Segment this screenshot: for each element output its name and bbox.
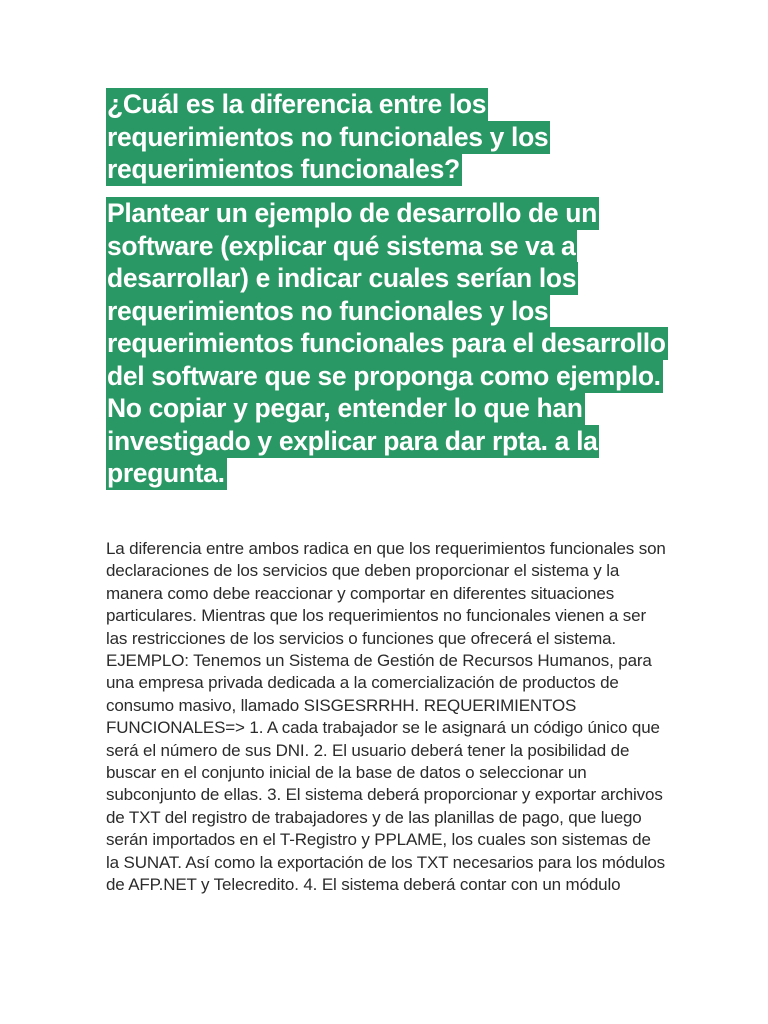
instruction-highlight: Plantear un ejemplo de desarrollo de un software (explicar qué sistema se va a desarrollar) e indicar cuales serían los requerimientos no funcionales y los requerimientos funcionales para el desarrollo del software que se proponga como ejemplo. No copiar y pegar, entender lo que han investigado y explicar para dar rpta. a la pregunta. — [107, 198, 666, 488]
question-heading — [106, 88, 666, 186]
answer-paragraph: La diferencia entre ambos radica en que los requerimientos funcionales son declaraciones de los servicios que deben proporcionar el sistema y la manera como debe reaccionar y comportar en diferentes situaciones particulares. Mientras que los requerimientos no funcionales vienen a ser las restricciones de los servicios o funciones que ofrecerá el sistema. EJEMPLO: Tenemos un Sistema de Gestión de Recursos Humanos, para una empresa privada dedicada a la comercialización de productos de consumo masivo, llamado SISGESRRHH. REQUERIMIENTOS FUNCIONALES=> 1. A cada trabajador se le asignará un código único que será el número de sus DNI. 2. El usuario deberá tener la posibilidad de buscar en el conjunto inicial de la base de datos o seleccionar un subconjunto de ellas. 3. El sistema deberá proporcionar y exportar archivos de TXT del registro de trabajadores y de las planillas de pago, que luego serán importados en el T-Registro y PPLAME, los cuales son sistemas de la SUNAT. Así como la exportación de los TXT necesarios para los módulos de AFP.NET y Telecredito. 4. El sistema deberá contar con un módulo — [106, 539, 666, 895]
question-highlight: ¿Cuál es la diferencia entre los requerimientos no funcionales y los requerimientos funcionales? — [107, 89, 549, 184]
instruction-heading — [106, 197, 666, 490]
